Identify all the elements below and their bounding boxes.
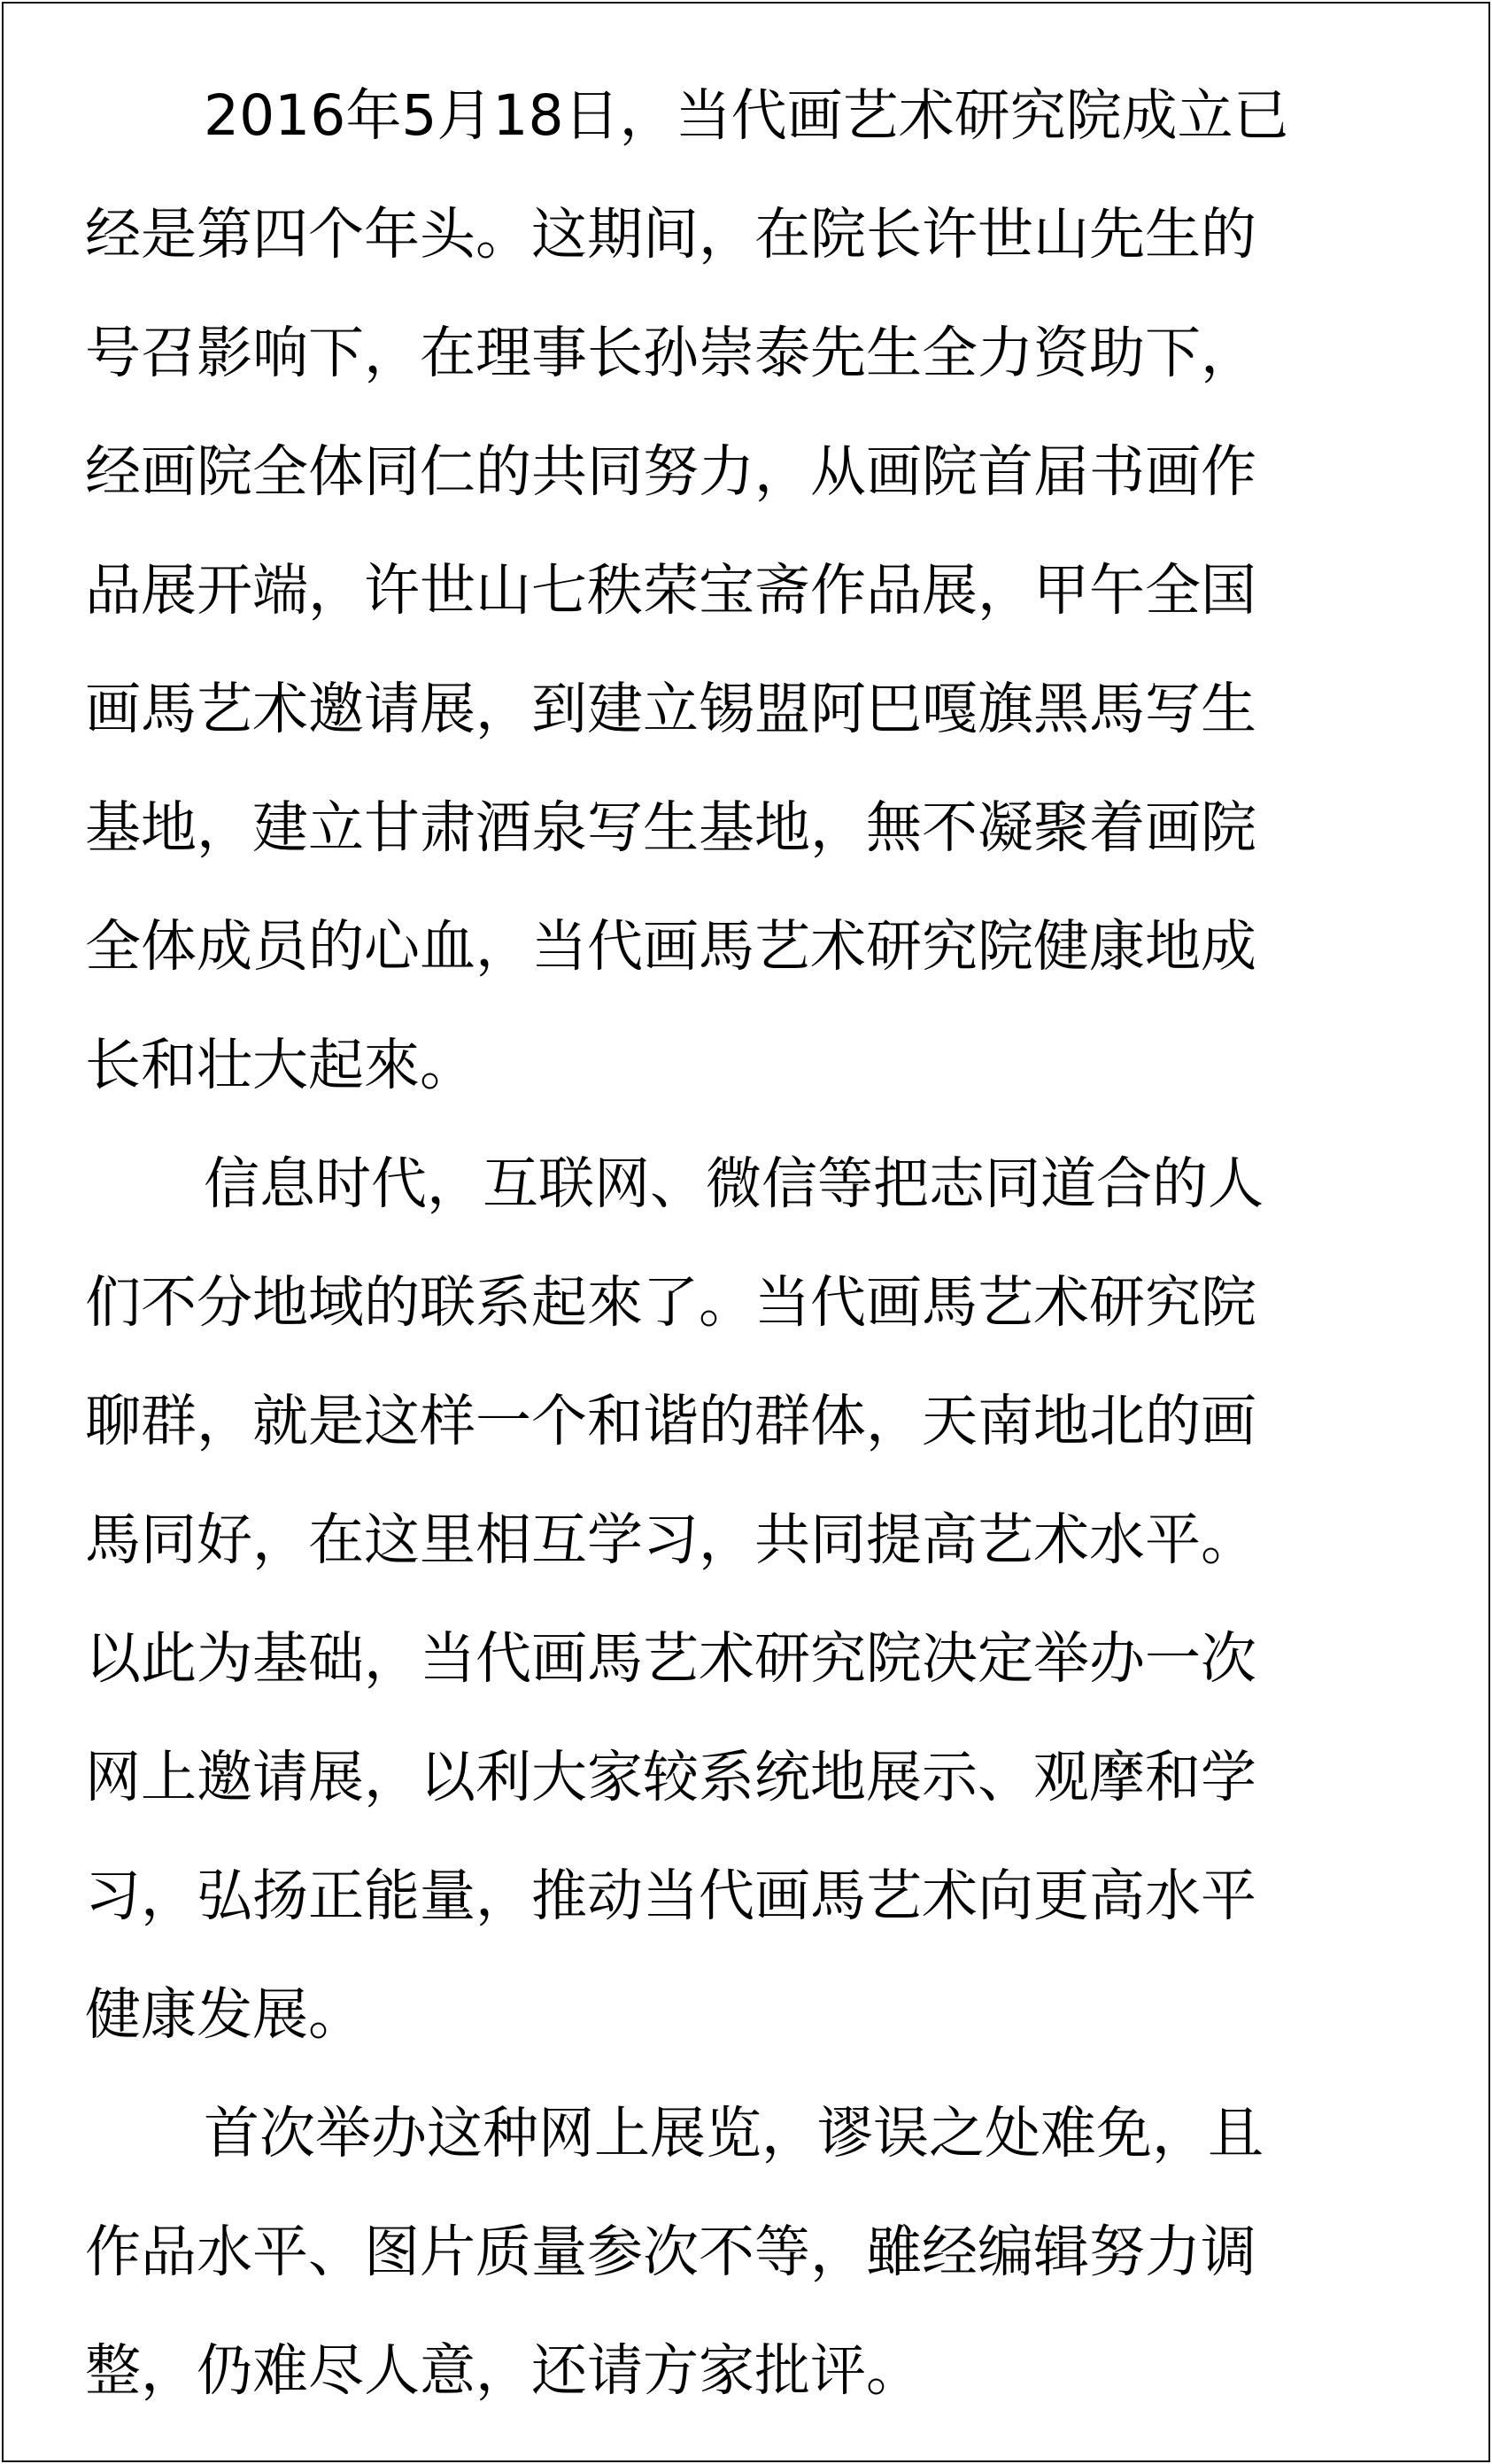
text-line: 画馬艺术邀请展，到建立锡盟阿巴嘎旗黑馬写生	[85, 677, 1256, 741]
text-line: 2016年5月18日，当代画艺术研究院成立已	[204, 83, 1289, 148]
paragraph-3	[85, 2074, 1413, 2430]
text-line: 号召影响下，在理事长孙崇泰先生全力资助下，	[85, 321, 1256, 385]
text-line: 长和壮大起來。	[85, 1033, 475, 1097]
text-line: 经是第四个年头。这期间，在院长许世山先生的	[85, 202, 1256, 267]
text-line: 聊群，就是这样一个和谐的群体，天南地北的画	[85, 1389, 1256, 1453]
paragraph-1	[85, 57, 1413, 1125]
text-line: 全体成员的心血，当代画馬艺术研究院健康地成	[85, 914, 1256, 979]
text-line: 基地，建立甘肃酒泉写生基地，無不凝聚着画院	[85, 795, 1256, 860]
text-line: 网上邀请展，以利大家较系统地展示、观摩和学	[85, 1745, 1256, 1809]
text-line: 首次举办这种网上展览，谬误之处难免，且	[204, 2101, 1264, 2166]
text-line: 以此为基础，当代画馬艺术研究院决定举办一次	[85, 1626, 1256, 1691]
text-line: 们不分地域的联系起來了。当代画馬艺术研究院	[85, 1270, 1256, 1335]
text-line: 经画院全体同仁的共同努力，从画院首届书画作	[85, 439, 1256, 504]
text-line: 品展开端，许世山七秩荣宝斋作品展，甲午全国	[85, 558, 1256, 623]
text-line: 健康发展。	[85, 1982, 364, 2047]
text-line: 信息时代，互联网、微信等把志同道合的人	[204, 1151, 1264, 1216]
text-line: 习，弘扬正能量，推动当代画馬艺术向更高水平	[85, 1863, 1256, 1928]
page-frame	[2, 2, 1490, 2462]
document-body	[85, 57, 1413, 2430]
text-line: 作品水平、图片质量参次不等，雖经编辑努力调	[85, 2220, 1256, 2284]
text-line: 整，仍难尽人意，还请方家批评。	[85, 2338, 922, 2403]
paragraph-2	[85, 1125, 1413, 2074]
text-line: 馬同好，在这里相互学习，共同提高艺术水平。	[85, 1507, 1256, 1572]
